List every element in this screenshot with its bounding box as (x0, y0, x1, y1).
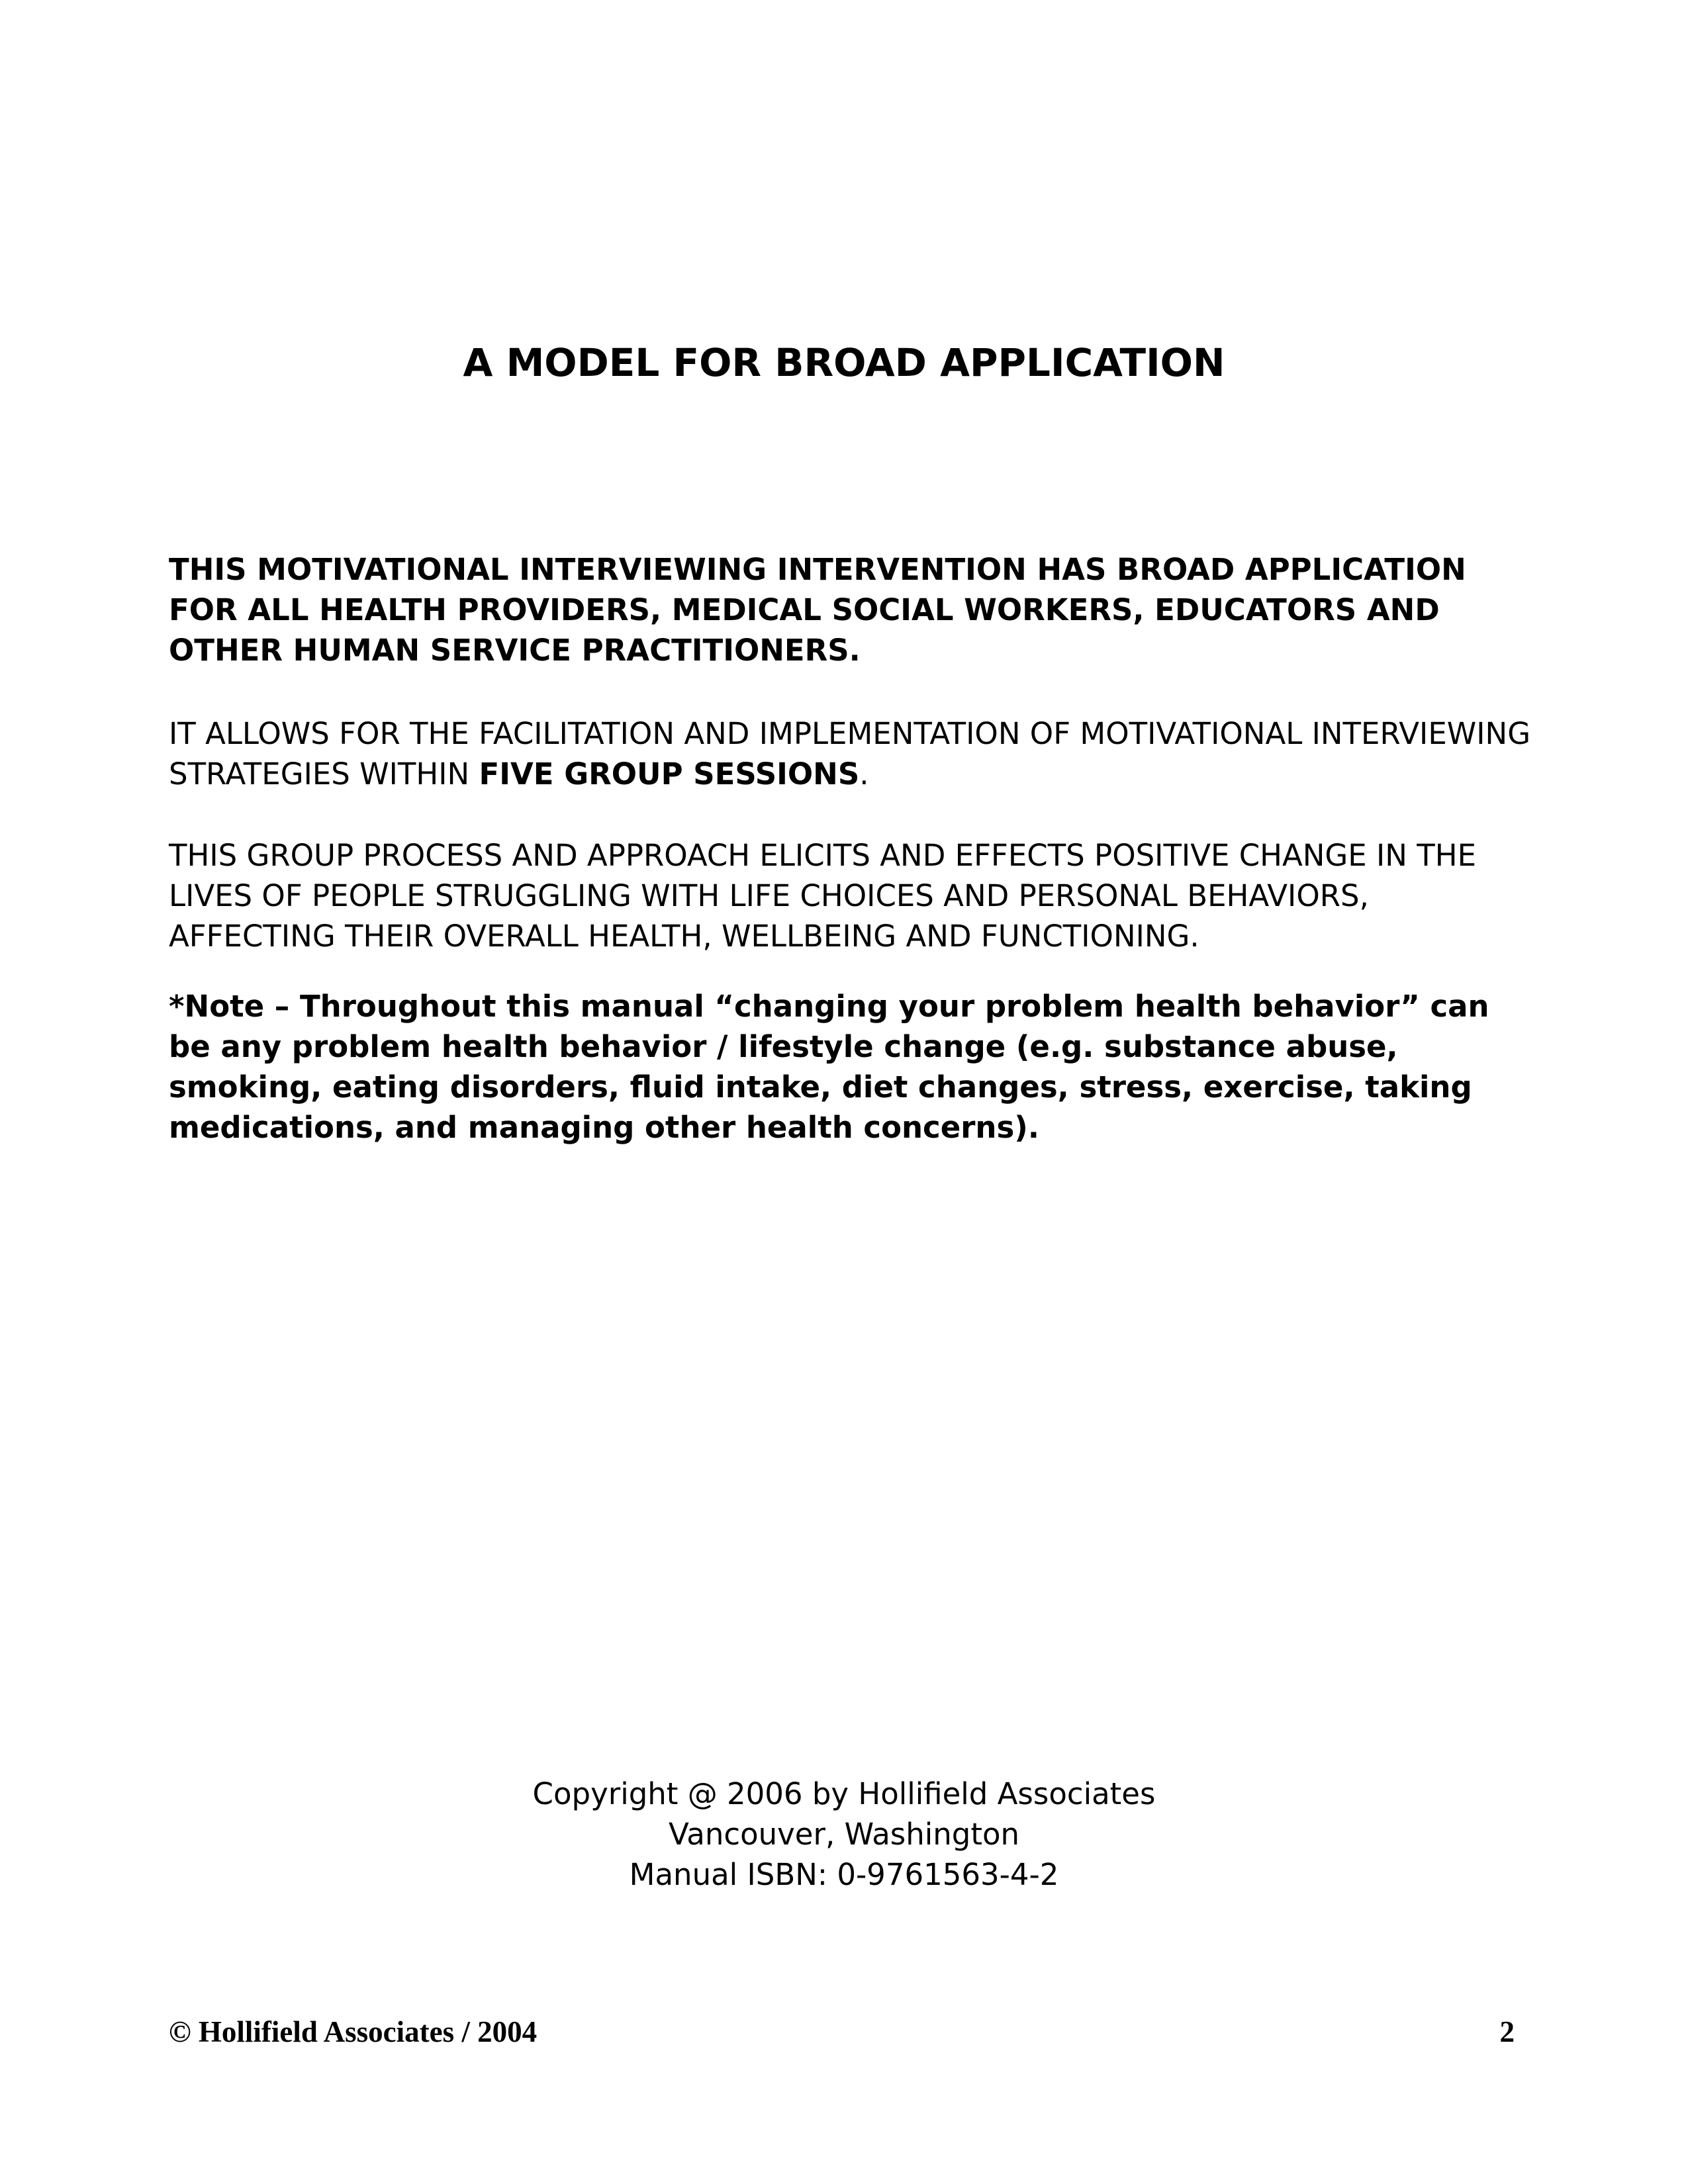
page-number: 2 (1499, 2015, 1515, 2048)
process-paragraph: THIS GROUP PROCESS AND APPROACH ELICITS AND EFFECTS POSITIVE CHANGE IN THE LIVES OF PEOPLE STRUGGLING WITH LIFE CHOICES AND PERSONAL BEHAVIORS, AFFECTING THEIR OVERALL HEALTH, WELLBEING AND FUNCTIONING. (169, 838, 1477, 954)
allows-text: IT ALLOWS FOR THE FACILITATION AND IMPLEMENTATION OF MOTIVATIONAL INTERVIEWING STRATEGIES WITHIN (169, 716, 1531, 792)
footer-copyright: © Hollifield Associates / 2004 (169, 2015, 538, 2048)
location-line: Vancouver, Washington (668, 1817, 1020, 1852)
page-title: A MODEL FOR BROAD APPLICATION (463, 340, 1225, 385)
allows-emphasis: FIVE GROUP SESSIONS (479, 756, 860, 792)
copyright-block (0, 1774, 1688, 1895)
note-paragraph: *Note – Throughout this manual “changing your problem health behavior” can be any problem health behavior / lifestyle change (e.g. substance abuse, smoking, eating disorders, fluid intake, diet changes, stress, exercise, taking medications, and managing other health concerns). (169, 989, 1489, 1145)
copyright-line: Copyright @ 2006 by Hollifield Associates (532, 1776, 1156, 1811)
isbn-line: Manual ISBN: 0-9761563-4-2 (629, 1857, 1059, 1892)
intro-paragraph: THIS MOTIVATIONAL INTERVIEWING INTERVENTION HAS BROAD APPLICATION FOR ALL HEALTH PROVIDERS, MEDICAL SOCIAL WORKERS, EDUCATORS AND OTHER HUMAN SERVICE PRACTITIONERS. (169, 552, 1466, 668)
allows-end: . (859, 756, 869, 792)
allows-paragraph (169, 713, 1532, 794)
